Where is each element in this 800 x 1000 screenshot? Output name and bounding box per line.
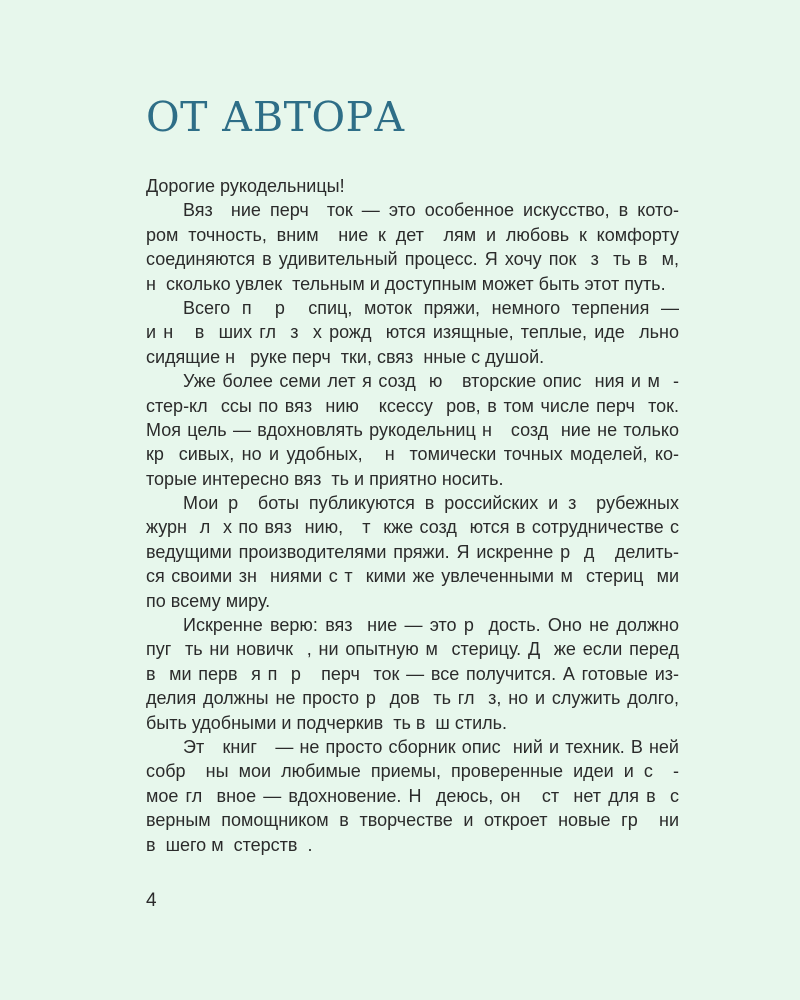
text-line: н сколько увлек тельным и доступным может быть этот путь.: [146, 273, 666, 294]
text-line: и н в ших гл з х рожд ются изящные, теплые, иде льно: [146, 322, 679, 343]
text-line: мое гл вное — вдохновение. Н деюсь, он ст нет для в с: [146, 785, 679, 806]
text-line: Моя цель — вдохновлять рукодельниц н созд ние не только: [146, 419, 679, 440]
text-line: кр сивых, но и удобных, н томически точных моделей, ко-: [146, 444, 679, 465]
text-line: ся своими зн ниями с т кими же увлеченными м стериц ми: [146, 566, 679, 587]
text-line: в ми перв я п р перч ток — все получится. А готовые из-: [146, 663, 679, 684]
page-number: 4: [146, 890, 157, 911]
text-line: Вяз ние перч ток — это особенное искусство, в кото-: [183, 200, 679, 221]
text-line: Искренне верю: вяз ние — это р дость. Оно не должно: [183, 615, 679, 636]
text-line: Мои р боты публикуются в российских и з рубежных: [183, 493, 679, 514]
greeting-line: Дорогие рукодельницы!: [146, 176, 345, 196]
text-line: сидящие н руке перч тки, связ нные с душой.: [146, 346, 545, 367]
body-text: [146, 174, 679, 857]
text-line: по всему миру.: [146, 590, 271, 611]
text-line: Всего п р спиц, моток пряжи, немного терпения —: [183, 297, 679, 318]
text-line: верным помощником в творчестве и откроет новые гр ни: [146, 810, 679, 831]
text-line: делия должны не просто р дов ть гл з, но и служить долго,: [146, 688, 679, 709]
text-line: журн л х по вяз нию, т кже созд ются в сотрудничестве с: [146, 517, 679, 538]
text-line: в шего м стерств .: [146, 834, 313, 855]
text-line: Уже более семи лет я созд ю вторские опис ния и м -: [183, 371, 679, 392]
text-line: пуг ть ни новичк , ни опытную м стерицу. Д же если перед: [146, 639, 679, 660]
text-line: ведущими производителями пряжи. Я искренне р д делить-: [146, 541, 679, 562]
text-line: ром точность, вним ние к дет лям и любовь к комфорту: [146, 224, 679, 245]
text-line: быть удобными и подчеркив ть в ш стиль.: [146, 712, 508, 733]
page-title: ОТ АВТОРА: [146, 93, 406, 141]
text-line: собр ны мои любимые приемы, проверенные идеи и с -: [146, 761, 679, 782]
text-line: стер-кл ссы по вяз нию ксессу ров, в том числе перч ток.: [146, 395, 679, 416]
text-line: соединяются в удивительный процесс. Я хочу пок з ть в м,: [146, 249, 679, 270]
text-line: Эт книг — не просто сборник опис ний и техник. В ней: [183, 736, 679, 757]
text-line: торые интересно вяз ть и приятно носить.: [146, 468, 504, 489]
